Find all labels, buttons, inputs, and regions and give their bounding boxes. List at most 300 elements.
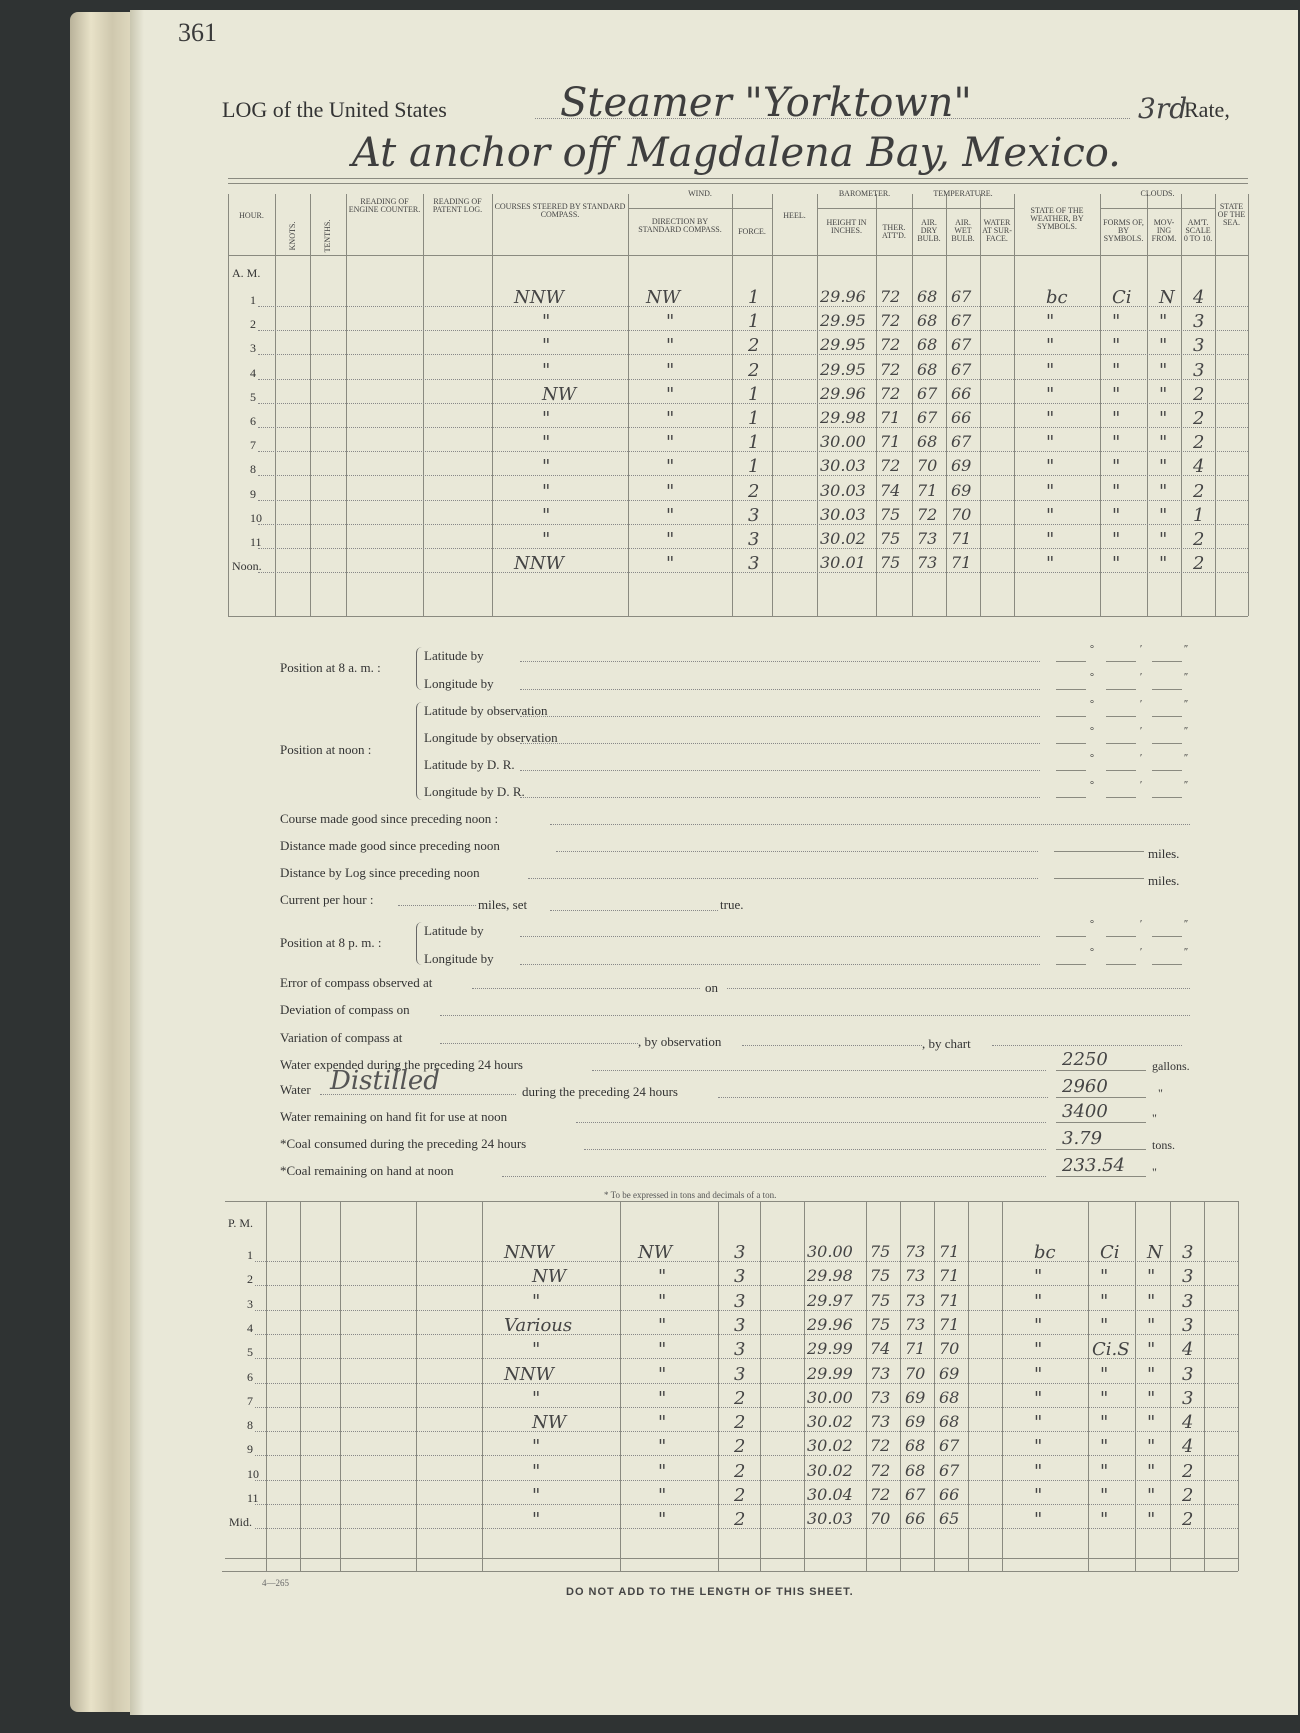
air-dry-bulb: 68	[917, 287, 938, 306]
barometer-height: 29.96	[807, 1314, 853, 1334]
noon-longitude-observation-sec	[1152, 743, 1182, 744]
thermometer-attached: 75	[870, 1242, 891, 1261]
air-dry-bulb: 67	[917, 408, 938, 427]
am-header-rule	[228, 255, 1248, 256]
wind-direction: "	[658, 1363, 667, 1385]
weather-symbol: "	[1046, 408, 1055, 429]
air-wet-bulb: 71	[951, 553, 972, 573]
air-dry-bulb: 73	[905, 1314, 926, 1334]
course-steered: "	[542, 359, 551, 381]
thermometer-attached: 73	[870, 1387, 891, 1407]
variation-by-chart: , by chart	[922, 1036, 971, 1051]
coal-footnote: * To be expressed in tons and decimals of a ton.	[604, 1190, 777, 1200]
cloud-moving-from: "	[1147, 1436, 1156, 1458]
course-steered: NW	[542, 383, 577, 405]
am-column-rule	[346, 194, 347, 616]
weather-symbol: "	[1034, 1460, 1043, 1482]
wind-direction: "	[666, 383, 675, 405]
clouds-group-header: CLOUDS.	[1140, 189, 1175, 198]
thermometer-attached: 75	[880, 553, 901, 573]
wind-direction: "	[658, 1485, 667, 1506]
position-8am-longitude-min	[1106, 689, 1136, 690]
wind-force-header: FORCE.	[738, 227, 766, 236]
pm-row-hour: Mid.	[229, 1515, 253, 1530]
thermometer-attached: 72	[870, 1485, 891, 1504]
weather-symbol: "	[1034, 1436, 1043, 1458]
course-steered: NNW	[514, 287, 565, 308]
barometer-height: 30.03	[820, 480, 866, 500]
position-8pm-bracket	[416, 922, 423, 965]
course-steered: "	[532, 1290, 541, 1312]
error-of-compass-label: Error of compass observed at	[280, 975, 433, 990]
pm-row-hour: 6	[247, 1369, 253, 1384]
am-row-hour: 6	[250, 414, 256, 428]
water-surface-header: WATER AT SUR-FACE.	[982, 218, 1012, 243]
air-dry-bulb: 73	[905, 1242, 926, 1261]
degree-mark: °	[1090, 947, 1094, 958]
noon-longitude-dr-sec	[1152, 797, 1182, 798]
air-dry-bulb: 72	[917, 504, 938, 524]
cloud-amount: 3	[1182, 1242, 1194, 1263]
am-column-rule	[876, 194, 877, 616]
degree-mark: °	[1090, 919, 1094, 930]
wind-force: 3	[734, 1266, 746, 1288]
noon-longitude-observation-line	[520, 743, 1040, 744]
water-kind-line	[320, 1094, 516, 1095]
weather-symbol: "	[1046, 335, 1055, 357]
weather-symbol: "	[1046, 529, 1055, 550]
course-made-good-label: Course made good since preceding noon :	[280, 811, 499, 826]
coal-remaining-unit: "	[1152, 1165, 1157, 1179]
position-8am-latitude-min	[1106, 661, 1136, 662]
coal-consumed-value: 3.79	[1062, 1128, 1103, 1149]
air-dry-bulb: 67	[905, 1485, 926, 1504]
weather-symbol: "	[1034, 1387, 1043, 1409]
wind-direction: "	[658, 1266, 667, 1288]
weather-symbol: "	[1034, 1339, 1043, 1361]
am-column-rule	[228, 194, 229, 616]
air-wet-bulb: 67	[939, 1460, 960, 1480]
weather-symbol: bc	[1046, 287, 1068, 308]
air-dry-bulb: 69	[905, 1412, 926, 1432]
water-remaining-unit: "	[1152, 1111, 1157, 1125]
cloud-amount: 4	[1182, 1412, 1194, 1434]
cloud-amount: 2	[1193, 529, 1205, 550]
pm-column-rule	[482, 1201, 483, 1571]
barometer-height: 30.04	[807, 1485, 853, 1504]
distance-by-log-unit: miles.	[1148, 873, 1180, 888]
air-wet-bulb: 69	[939, 1363, 960, 1383]
pm-table	[225, 1201, 1238, 1571]
coal-consumed-line	[584, 1149, 1046, 1150]
water-remaining-value-line	[1056, 1122, 1146, 1123]
wind-force: 1	[748, 383, 760, 405]
air-dry-bulb: 68	[917, 311, 938, 331]
wind-direction-header: DIRECTION BY STANDARD COMPASS.	[638, 217, 722, 234]
course-steered: "	[532, 1339, 541, 1361]
position-8am-longitude: Longitude by	[424, 676, 494, 691]
hour-col-header: HOUR.	[239, 211, 264, 220]
cloud-amount: 3	[1182, 1314, 1194, 1336]
thermometer-attached: 74	[880, 480, 901, 500]
barometer-height: 29.95	[820, 335, 866, 355]
air-dry-bulb: 68	[917, 335, 938, 355]
pm-row-hour: 3	[247, 1296, 253, 1311]
wind-force: 3	[748, 504, 760, 526]
wind-direction: "	[658, 1339, 667, 1361]
position-8am-latitude-deg	[1056, 661, 1086, 662]
distance-made-good-line	[556, 851, 1038, 852]
pm-row-hour: 1	[247, 1248, 253, 1262]
minute-mark: ′	[1140, 672, 1143, 683]
water-distilled-line	[718, 1097, 1048, 1098]
noon-latitude-dr-sec	[1152, 770, 1182, 771]
pm-label: P. M.	[228, 1216, 254, 1230]
water-distilled-unit: "	[1158, 1086, 1163, 1100]
second-mark: ″	[1184, 947, 1189, 958]
cloud-moving-from: "	[1147, 1266, 1156, 1288]
wind-force: 1	[748, 311, 760, 333]
page-number: 361	[178, 18, 217, 47]
error-of-compass-on-line	[727, 988, 1190, 989]
noon-longitude-observation: Longitude by observation	[424, 730, 558, 745]
clouds-group-rule	[1100, 208, 1215, 209]
barometer-height: 29.99	[807, 1339, 853, 1359]
am-column-rule	[1248, 194, 1249, 616]
pm-row-line	[255, 1310, 1238, 1311]
pm-row-hour: 8	[247, 1418, 253, 1433]
cloud-amount: 4	[1193, 287, 1205, 308]
current-true-label: true.	[720, 897, 744, 912]
am-column-rule	[1215, 194, 1216, 616]
pm-row-hour: 9	[247, 1442, 253, 1457]
error-of-compass-on: on	[705, 980, 718, 995]
cloud-moving-from: "	[1159, 504, 1168, 526]
wind-force: 2	[734, 1485, 746, 1506]
weather-symbol: "	[1046, 456, 1055, 478]
cloud-moving-from: "	[1147, 1387, 1156, 1409]
second-mark: ″	[1184, 780, 1189, 791]
barometer-height: 30.01	[820, 553, 866, 573]
minute-mark: ′	[1140, 644, 1143, 655]
cloud-forms: "	[1112, 504, 1121, 526]
weather-symbol: "	[1046, 311, 1055, 333]
cloud-forms: "	[1100, 1363, 1109, 1385]
pm-row-line	[255, 1528, 1238, 1529]
weather-symbol: "	[1046, 359, 1055, 381]
pm-column-rule	[760, 1201, 761, 1571]
wind-direction: "	[666, 553, 675, 575]
am-row-hour: Noon.	[232, 559, 262, 574]
cloud-forms: "	[1112, 553, 1121, 575]
cloud-forms: "	[1100, 1290, 1109, 1312]
air-wet-bulb: 67	[951, 311, 972, 331]
wind-direction: "	[666, 529, 675, 550]
pm-row-hour: 7	[247, 1393, 253, 1408]
cloud-amount: 4	[1182, 1436, 1194, 1458]
minute-mark: ′	[1140, 726, 1143, 737]
degree-mark: °	[1090, 726, 1094, 737]
course-steered: "	[542, 504, 551, 526]
am-label: A. M.	[232, 266, 261, 280]
wind-force: 3	[734, 1290, 746, 1312]
wind-direction: "	[666, 456, 675, 478]
air-dry-header: AIR. DRY BULB.	[917, 218, 941, 243]
noon-latitude-observation-min	[1106, 716, 1136, 717]
cloud-moving-from: N	[1159, 287, 1175, 308]
barometer-height: 29.95	[820, 311, 866, 331]
wind-force: 1	[748, 408, 760, 429]
wind-direction: "	[666, 480, 675, 502]
distance-by-log-label: Distance by Log since preceding noon	[280, 865, 480, 880]
cloud-moving-from: "	[1159, 359, 1168, 381]
thermometer-attached: 74	[870, 1339, 891, 1359]
baro-group-rule	[817, 208, 914, 209]
cloud-amount: 3	[1182, 1290, 1194, 1312]
vessel-name: Steamer "Yorktown"	[560, 80, 972, 126]
wind-direction: "	[658, 1387, 667, 1409]
barometer-height: 30.03	[820, 504, 866, 524]
position-8am-label: Position at 8 a. m. :	[280, 660, 381, 675]
wind-direction: "	[658, 1314, 667, 1336]
air-wet-bulb: 67	[951, 432, 972, 452]
air-wet-bulb: 71	[939, 1266, 960, 1286]
degree-mark: °	[1090, 644, 1094, 655]
am-row-hour: 2	[250, 317, 256, 332]
noon-longitude-dr-line	[520, 797, 1040, 798]
pm-column-rule	[266, 1201, 267, 1571]
water-distilled-kind: Distilled	[330, 1066, 440, 1096]
cloud-forms: "	[1100, 1412, 1109, 1434]
cloud-amount: 2	[1193, 383, 1205, 405]
cloud-moving-from: "	[1159, 311, 1168, 333]
cloud-forms: "	[1112, 383, 1121, 405]
thermometer-attached: 72	[880, 456, 901, 476]
air-dry-bulb: 70	[905, 1363, 926, 1383]
weather-symbol: "	[1046, 553, 1055, 575]
position-8pm-longitude-sec	[1152, 964, 1182, 965]
cloud-moving-from: "	[1159, 553, 1168, 575]
wind-force: 2	[734, 1412, 746, 1434]
weather-symbol: "	[1034, 1485, 1043, 1506]
thermometer-attached: 72	[880, 335, 901, 355]
cloud-moving-from: "	[1159, 383, 1168, 405]
distance-made-good-unit: miles.	[1148, 846, 1180, 861]
pm-row-hour: 2	[247, 1272, 253, 1287]
title-line	[535, 118, 1130, 119]
cloud-moving-from: "	[1147, 1339, 1156, 1361]
course-steered: "	[542, 335, 551, 357]
water-expended-label: Water expended during the preceding 24 hours	[280, 1057, 523, 1072]
pm-row-line	[255, 1455, 1238, 1456]
wind-direction: "	[666, 359, 675, 381]
current-per-hour-label: Current per hour :	[280, 892, 374, 907]
cloud-forms: "	[1112, 480, 1121, 502]
course-steered: NNW	[504, 1242, 555, 1263]
second-mark: ″	[1184, 644, 1189, 655]
air-dry-bulb: 73	[917, 529, 938, 548]
am-column-rule	[628, 194, 629, 616]
pm-column-rule	[804, 1201, 805, 1571]
position-8am-longitude-sec	[1152, 689, 1182, 690]
thermometer-attached: 75	[880, 504, 901, 524]
air-dry-bulb: 73	[905, 1266, 926, 1286]
am-column-rule	[423, 194, 424, 616]
cloud-amount-header: AM'T. SCALE 0 TO 10.	[1183, 218, 1213, 243]
air-dry-bulb: 66	[905, 1509, 926, 1529]
title-prefix: LOG of the United States	[222, 97, 447, 122]
cloud-forms: "	[1112, 359, 1121, 381]
wind-force: 3	[748, 553, 760, 575]
distance-by-log-value-line	[1054, 878, 1144, 879]
position-8am-bracket	[416, 647, 423, 690]
position-8pm-longitude-min	[1106, 964, 1136, 965]
cloud-moving-from: "	[1147, 1290, 1156, 1312]
cloud-forms: "	[1100, 1509, 1109, 1531]
thermometer-attached: 71	[880, 408, 901, 427]
barometer-height: 30.02	[807, 1460, 853, 1480]
position-noon-bracket	[416, 702, 423, 800]
air-wet-bulb: 66	[951, 383, 972, 403]
wind-force: 1	[748, 456, 760, 478]
pm-column-rule	[900, 1201, 901, 1571]
am-column-rule	[817, 194, 818, 616]
wind-direction: "	[658, 1436, 667, 1458]
weather-col-header: STATE OF THE WEATHER, BY SYMBOLS.	[1030, 206, 1084, 231]
minute-mark: ′	[1140, 699, 1143, 710]
barometer-height: 29.98	[820, 408, 866, 427]
pm-row-line	[255, 1383, 1238, 1384]
cloud-moving-from: "	[1159, 408, 1168, 429]
location: At anchor off Magdalena Bay, Mexico.	[352, 130, 1121, 176]
variation-label: Variation of compass at	[280, 1030, 403, 1045]
pm-row-line	[255, 1407, 1238, 1408]
air-dry-bulb: 69	[905, 1387, 926, 1407]
am-row-hour: 1	[250, 293, 256, 307]
position-8pm-latitude: Latitude by	[424, 923, 484, 938]
pm-column-rule	[1238, 1201, 1239, 1571]
pm-row-hour: 11	[247, 1491, 259, 1505]
position-8pm-latitude-min	[1106, 936, 1136, 937]
cloud-amount: 1	[1193, 504, 1205, 526]
course-steered: "	[542, 480, 551, 502]
water-distilled-value: 2960	[1062, 1076, 1108, 1097]
cloud-amount: 2	[1193, 408, 1205, 429]
noon-latitude-dr-min	[1106, 770, 1136, 771]
cloud-forms: "	[1112, 311, 1121, 333]
water-distilled-label: Water	[280, 1082, 311, 1097]
position-8pm-longitude-deg	[1056, 964, 1086, 965]
air-wet-bulb: 71	[951, 529, 972, 548]
pm-row-line	[255, 1504, 1238, 1505]
cloud-amount: 4	[1182, 1339, 1194, 1361]
second-mark: ″	[1184, 672, 1189, 683]
air-wet-bulb: 71	[939, 1290, 960, 1310]
cloud-forms: "	[1100, 1314, 1109, 1336]
variation-observation-line	[742, 1045, 922, 1046]
noon-latitude-observation-deg	[1056, 716, 1086, 717]
cloud-moving-from: "	[1147, 1314, 1156, 1336]
second-mark: ″	[1184, 726, 1189, 737]
wind-direction: "	[658, 1460, 667, 1482]
cloud-forms: Ci	[1100, 1242, 1120, 1263]
position-8am-longitude-line	[520, 689, 1040, 690]
cloud-forms-header: FORMS OF, BY SYMBOLS.	[1103, 218, 1144, 243]
distance-by-log-line	[528, 878, 1038, 879]
wind-group-header: WIND.	[688, 189, 712, 198]
second-mark: ″	[1184, 699, 1189, 710]
pm-row-line	[255, 1358, 1238, 1359]
minute-mark: ′	[1140, 753, 1143, 764]
wind-force: 3	[734, 1339, 746, 1361]
cloud-forms: "	[1100, 1485, 1109, 1506]
barometer-height: 29.98	[807, 1266, 853, 1286]
course-steered: "	[542, 408, 551, 429]
cloud-forms: Ci.S	[1092, 1339, 1130, 1361]
course-steered: "	[532, 1387, 541, 1409]
variation-chart-line	[992, 1045, 1182, 1046]
am-column-rule	[1100, 194, 1101, 616]
coal-consumed-value-line	[1056, 1149, 1146, 1150]
noon-latitude-observation-line	[520, 716, 1040, 717]
barometer-height: 30.00	[807, 1387, 853, 1407]
pm-column-rule	[416, 1201, 417, 1571]
water-distilled-post: during the preceding 24 hours	[522, 1084, 678, 1099]
wind-force: 3	[748, 529, 760, 550]
coal-remaining-value: 233.54	[1062, 1155, 1125, 1176]
heel-col-header: HEEL.	[783, 211, 806, 220]
air-wet-header: AIR. WET BULB.	[951, 218, 975, 243]
wind-force: 2	[748, 335, 760, 357]
wind-force: 3	[734, 1314, 746, 1336]
noon-latitude-observation-sec	[1152, 716, 1182, 717]
am-row-hour: 9	[250, 486, 256, 501]
course-steered: NW	[532, 1412, 567, 1434]
thermometer-attached: 72	[880, 287, 901, 306]
weather-symbol: "	[1034, 1290, 1043, 1312]
pm-row-line	[255, 1431, 1238, 1432]
air-wet-bulb: 67	[951, 335, 972, 355]
pm-column-rule	[934, 1201, 935, 1571]
cloud-moving-from: "	[1147, 1509, 1156, 1531]
coal-remaining-label: *Coal remaining on hand at noon	[280, 1163, 454, 1178]
thermometer-attached: 71	[880, 432, 901, 452]
cloud-forms: "	[1112, 529, 1121, 550]
minute-mark: ′	[1140, 947, 1143, 958]
air-wet-bulb: 71	[939, 1242, 960, 1261]
am-bottom-rule	[228, 616, 1248, 617]
cloud-moving-header: MOV-ING FROM.	[1151, 218, 1177, 243]
pm-column-rule	[866, 1201, 867, 1571]
pm-row-line	[255, 1261, 1238, 1262]
barometer-height: 30.02	[807, 1412, 853, 1432]
air-wet-bulb: 67	[951, 359, 972, 379]
course-steered: NNW	[514, 553, 565, 575]
degree-mark: °	[1090, 780, 1094, 791]
rate-label: Rate,	[1184, 97, 1230, 122]
water-expended-line	[592, 1070, 1046, 1071]
air-dry-bulb: 68	[905, 1460, 926, 1480]
wind-direction: "	[666, 432, 675, 454]
degree-mark: °	[1090, 672, 1094, 683]
am-column-rule	[1181, 194, 1182, 616]
thermometer-attached: 75	[870, 1290, 891, 1310]
barometer-height: 30.00	[820, 432, 866, 452]
water-remaining-line	[576, 1122, 1046, 1123]
weather-symbol: "	[1034, 1266, 1043, 1288]
pm-row-hour: 5	[247, 1345, 253, 1360]
cloud-moving-from: "	[1147, 1412, 1156, 1434]
